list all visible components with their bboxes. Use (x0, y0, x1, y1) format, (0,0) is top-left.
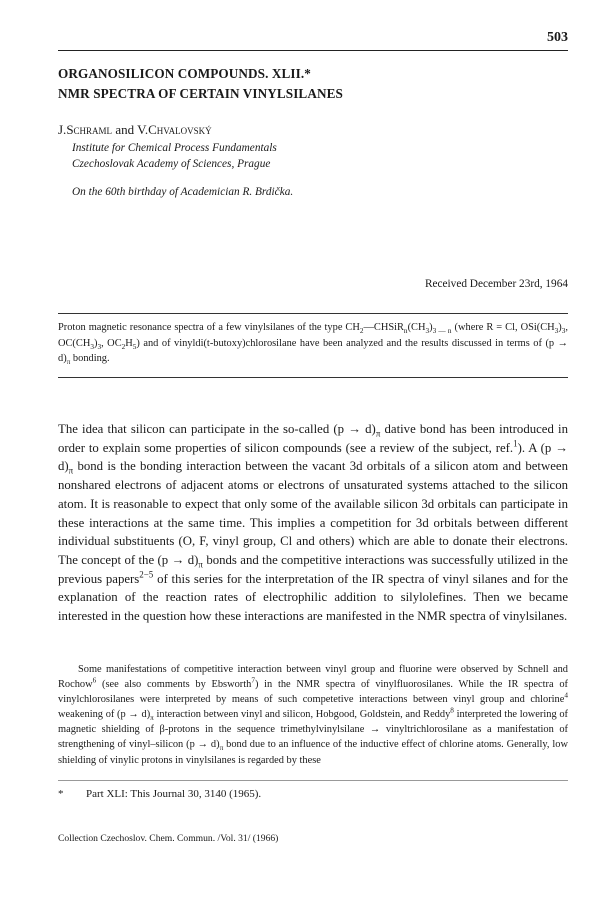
footnote-text: Part XLI: This Journal 30, 3140 (1965). (86, 788, 262, 800)
author-2-name: Chvalovský (148, 122, 212, 137)
institution (72, 140, 277, 172)
header-rule (58, 50, 568, 51)
dedication: On the 60th birthday of Academician R. Brdička. (72, 186, 294, 198)
page-number: 503 (547, 30, 568, 45)
footnote (58, 788, 261, 800)
title-line-2: NMR SPECTRA OF CERTAIN VINYLSILANES (58, 86, 343, 101)
footnote-marker: * (58, 788, 64, 800)
footnote-rule (58, 780, 568, 781)
abstract-top-rule (58, 313, 568, 314)
journal-citation: Collection Czechoslov. Chem. Commun. /Vol. 31/ (1966) (58, 833, 279, 844)
author-2-initial: V. (137, 122, 149, 137)
author-1-initial: J. (58, 122, 67, 137)
journal-page (58, 0, 568, 901)
abstract-bottom-rule (58, 377, 568, 378)
body-paragraph-2: Some manifestations of competitive interaction between vinyl group and fluorine were observed by Schnell and Rochow$^6$ (see also comments by Ebsworth$^7$) in the NMR spectra of vinylfluorosilanes. While the IR spectra of vinylchlorosilanes were interpreted by means of such competetive interactions between vinyl group and chlorine$^4$ weakening of $(p \to d)_\pi$ interaction between vinyl and silicon, Hobgood, Goldstein, and Reddy$^8$ interpreted the lowering of magnetic shielding of β-protons in the sequence trimethylvinylsilane → vinyltrichlorosilane as a manifestation of strengthening of vinyl–silicon $(p \to d)_\pi$ bond due to an influence of the inductive effect of chlorine atoms. Generally, low shielding of vinylic protons in vinylsilanes is regarded by these (58, 664, 568, 766)
body-paragraph-1: The idea that silicon can participate in the so-called $(p \to d)_\pi$ dative bond has been introduced in order to explain some properties of silicon compounds (see a review of the subject, ref.$^1$). A $(p \to d)_\pi$ bond is the bonding interaction between the vacant 3d orbitals of a silicon atom and between nonshared electrons of adjacent atoms or electrons of unsaturated systems attached to the silicon atom. It is reasonable to expect that only some of the available silicon 3d orbitals can participate in these interactions at the same time. This implies a competition for 3d orbitals between different individual substituents (O, F, vinyl group, Cl and others) which are able to donate their electrons. The concept of the $(p \to d)_\pi$ bonds and the competitive interactions was successfully utilized in the previous papers$^{2-5}$ of this series for the interpretation of the IR spectra of vinyl silanes and for the explanation of the reaction rates of electrophilic addition to silylolefines. Then we became interested in the question how these interactions are manifested in the NMR spectra of vinylsilanes. (58, 422, 568, 624)
author-conjunction: and (112, 122, 138, 137)
author-1-name: Schraml (66, 122, 113, 137)
article-title (58, 64, 343, 104)
title-line-1: ORGANOSILICON COMPOUNDS. XLII.* (58, 66, 311, 81)
institution-line-2: Czechoslovak Academy of Sciences, Prague (72, 158, 271, 170)
institution-line-1: Institute for Chemical Process Fundamentals (72, 142, 277, 154)
received-date: Received December 23rd, 1964 (424, 278, 568, 290)
author-line (58, 122, 212, 138)
abstract: Proton magnetic resonance spectra of a few vinylsilanes of the type $CH_2—CHSiR_n(CH_3)_{3 — n}$ (where R = Cl, $OSi(CH_3)_3$, $OC(CH_3)_3$, $OC_2H_5$) and of vinyldi(t-butoxy)chlorosilane have been analyzed and the results discussed in terms of $(p \to d)_\pi$ bonding. (58, 322, 568, 367)
